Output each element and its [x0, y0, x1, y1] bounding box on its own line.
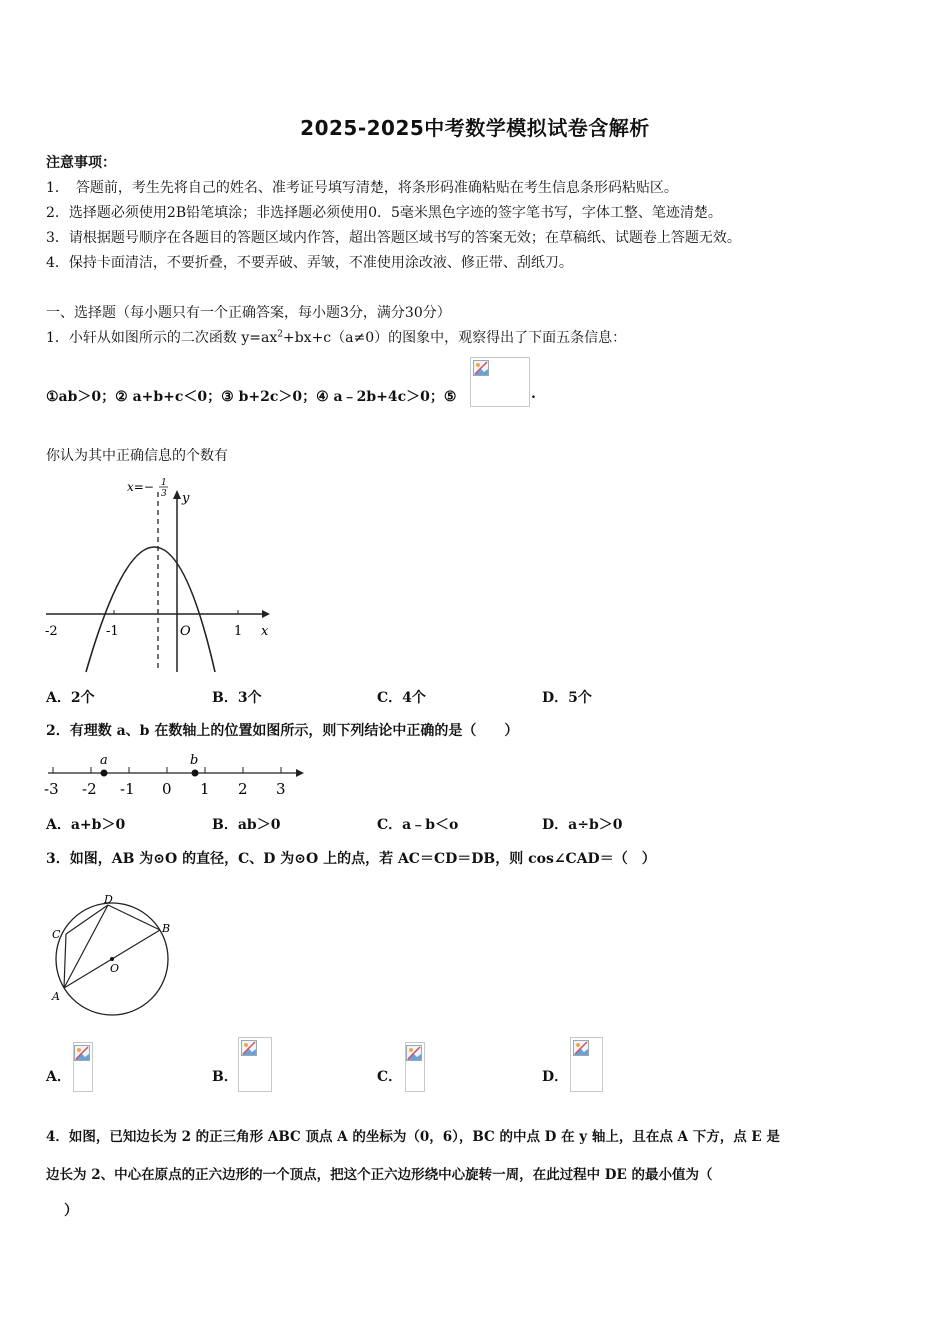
- q2-options: [46, 814, 926, 834]
- tick-label: 2: [238, 780, 248, 798]
- q4-stem-line1: 4．如图，已知边长为 2 的正三角形 ABC 顶点 A 的坐标为（0，6），BC 的中点 D 在 y 轴上，且在点 A 下方，点 E 是: [46, 1129, 780, 1145]
- q1-info5-image: [470, 357, 530, 407]
- label-c: C: [52, 928, 61, 941]
- notice-item-2: 2．选择题必须使用2B铅笔填涂；非选择题必须使用0．5毫米黑色字迹的签字笔书写，字体工整、笔迹清楚。: [46, 205, 722, 221]
- chord-ad: [64, 905, 108, 988]
- x-axis-arrow: [262, 610, 270, 618]
- q3-option-a[interactable]: A．: [46, 1069, 71, 1085]
- q1-stem-sup: 2: [277, 329, 283, 340]
- q3-option-d[interactable]: D．: [542, 1069, 569, 1085]
- symmetry-label: x=−: [127, 480, 154, 494]
- y-axis-arrow: [173, 490, 181, 499]
- label-d: D: [104, 893, 113, 906]
- q4-stem-line2: 边长为 2、中心在原点的正六边形的一个顶点，把这个正六边形绕中心旋转一周，在此过程中 DE 的最小值为（: [46, 1167, 713, 1183]
- q2-option-a[interactable]: A．a+b＞0: [46, 817, 126, 833]
- point-b: [192, 770, 199, 777]
- notice-item-1: 1． 答题前，考生先将自己的姓名、准考证号填写清楚，将条形码准确粘贴在考生信息条形码粘贴区。: [46, 180, 678, 196]
- label-b: B: [162, 922, 171, 935]
- tick-label-minus2: -2: [45, 624, 58, 639]
- q1-info-end: .: [531, 386, 536, 402]
- number-line-arrow: [296, 769, 304, 777]
- q3-option-b-image: [238, 1037, 272, 1092]
- label-a: A: [52, 990, 60, 1003]
- broken-image-icon: [406, 1045, 422, 1061]
- q2-stem: 2．有理数 a、b 在数轴上的位置如图所示，则下列结论中正确的是（ ）: [46, 723, 519, 739]
- broken-image-icon: [573, 1040, 589, 1056]
- broken-image-icon: [473, 360, 489, 376]
- notice-item-3: 3．请根据题号顺序在各题目的答题区域内作答，超出答题区域书写的答案无效；在草稿纸、试题卷上答题无效。: [46, 230, 741, 246]
- broken-image-icon: [74, 1045, 90, 1061]
- point-b-label: b: [190, 753, 199, 768]
- q2-number-line: [40, 750, 308, 800]
- q3-circle-figure: [46, 890, 180, 1020]
- origin-label: O: [180, 624, 191, 639]
- chord-db: [108, 905, 160, 930]
- q3-option-c-image: [405, 1042, 425, 1092]
- parabola-curve: [86, 547, 215, 672]
- q1-options: [46, 687, 926, 707]
- tick-label: 0: [162, 780, 172, 798]
- tick-label-minus1: -1: [106, 624, 119, 639]
- q2-option-c[interactable]: C．a﹣b＜o: [377, 817, 459, 833]
- q1-stem-part-a: 1．小轩从如图所示的二次函数 y=ax: [46, 330, 278, 346]
- tick-label: 3: [276, 780, 286, 798]
- q2-option-d[interactable]: D．a÷b＞0: [542, 817, 623, 833]
- broken-image-icon: [241, 1040, 257, 1056]
- label-o: O: [110, 962, 120, 975]
- x-axis-label: x: [261, 624, 269, 639]
- q1-option-c[interactable]: C．4个: [377, 690, 426, 706]
- q3-stem: 3．如图，AB 为⊙O 的直径，C、D 为⊙O 上的点，若 AC＝CD＝DB，则 cos∠CAD＝（ ）: [46, 851, 656, 867]
- frac-numerator: 1: [161, 478, 167, 488]
- tick-label: 1: [200, 780, 210, 798]
- q1-option-d[interactable]: D．5个: [542, 690, 592, 706]
- frac-denominator: 3: [161, 489, 167, 499]
- page-title: 2025-2025中考数学模拟试卷含解析: [300, 116, 650, 140]
- q1-parabola-graph: [40, 474, 280, 676]
- q3-options: [46, 1066, 926, 1086]
- point-a-label: a: [100, 753, 108, 768]
- q1-info: ①ab＞0；② a+b+c＜0；③ b+2c＞0；④ a﹣2b+4c＞0；⑤: [46, 389, 457, 405]
- q2-option-b[interactable]: B．ab＞0: [212, 817, 281, 833]
- section-heading: 一、选择题（每小题只有一个正确答案，每小题3分，满分30分）: [46, 305, 451, 321]
- q3-option-c[interactable]: C．: [377, 1069, 403, 1085]
- tick-label-1: 1: [234, 624, 243, 639]
- notice-item-4: 4．保持卡面清洁，不要折叠，不要弄破、弄皱，不准使用涂改液、修正带、刮纸刀。: [46, 255, 573, 271]
- y-axis-label: y: [182, 491, 190, 506]
- q3-option-b[interactable]: B．: [212, 1069, 238, 1085]
- q3-option-d-image: [570, 1037, 603, 1092]
- q1-option-a[interactable]: A．2个: [46, 690, 95, 706]
- q3-option-a-image: [73, 1042, 93, 1092]
- chord-ac: [64, 934, 66, 988]
- tick-label: -1: [120, 780, 135, 798]
- q1-stem: [46, 327, 626, 347]
- tick-label: -3: [44, 780, 59, 798]
- q1-stem-part-b: +bx+c（a≠0）的图象中，观察得出了下面五条信息：: [282, 330, 627, 346]
- q1-option-b[interactable]: B．3个: [212, 690, 262, 706]
- point-a: [101, 770, 108, 777]
- tick-label: -2: [82, 780, 97, 798]
- center-point: [110, 957, 114, 961]
- q1-question: 你认为其中正确信息的个数有: [46, 448, 228, 464]
- notice-heading: 注意事项：: [46, 155, 116, 171]
- q4-stem-line3: ）: [64, 1203, 78, 1219]
